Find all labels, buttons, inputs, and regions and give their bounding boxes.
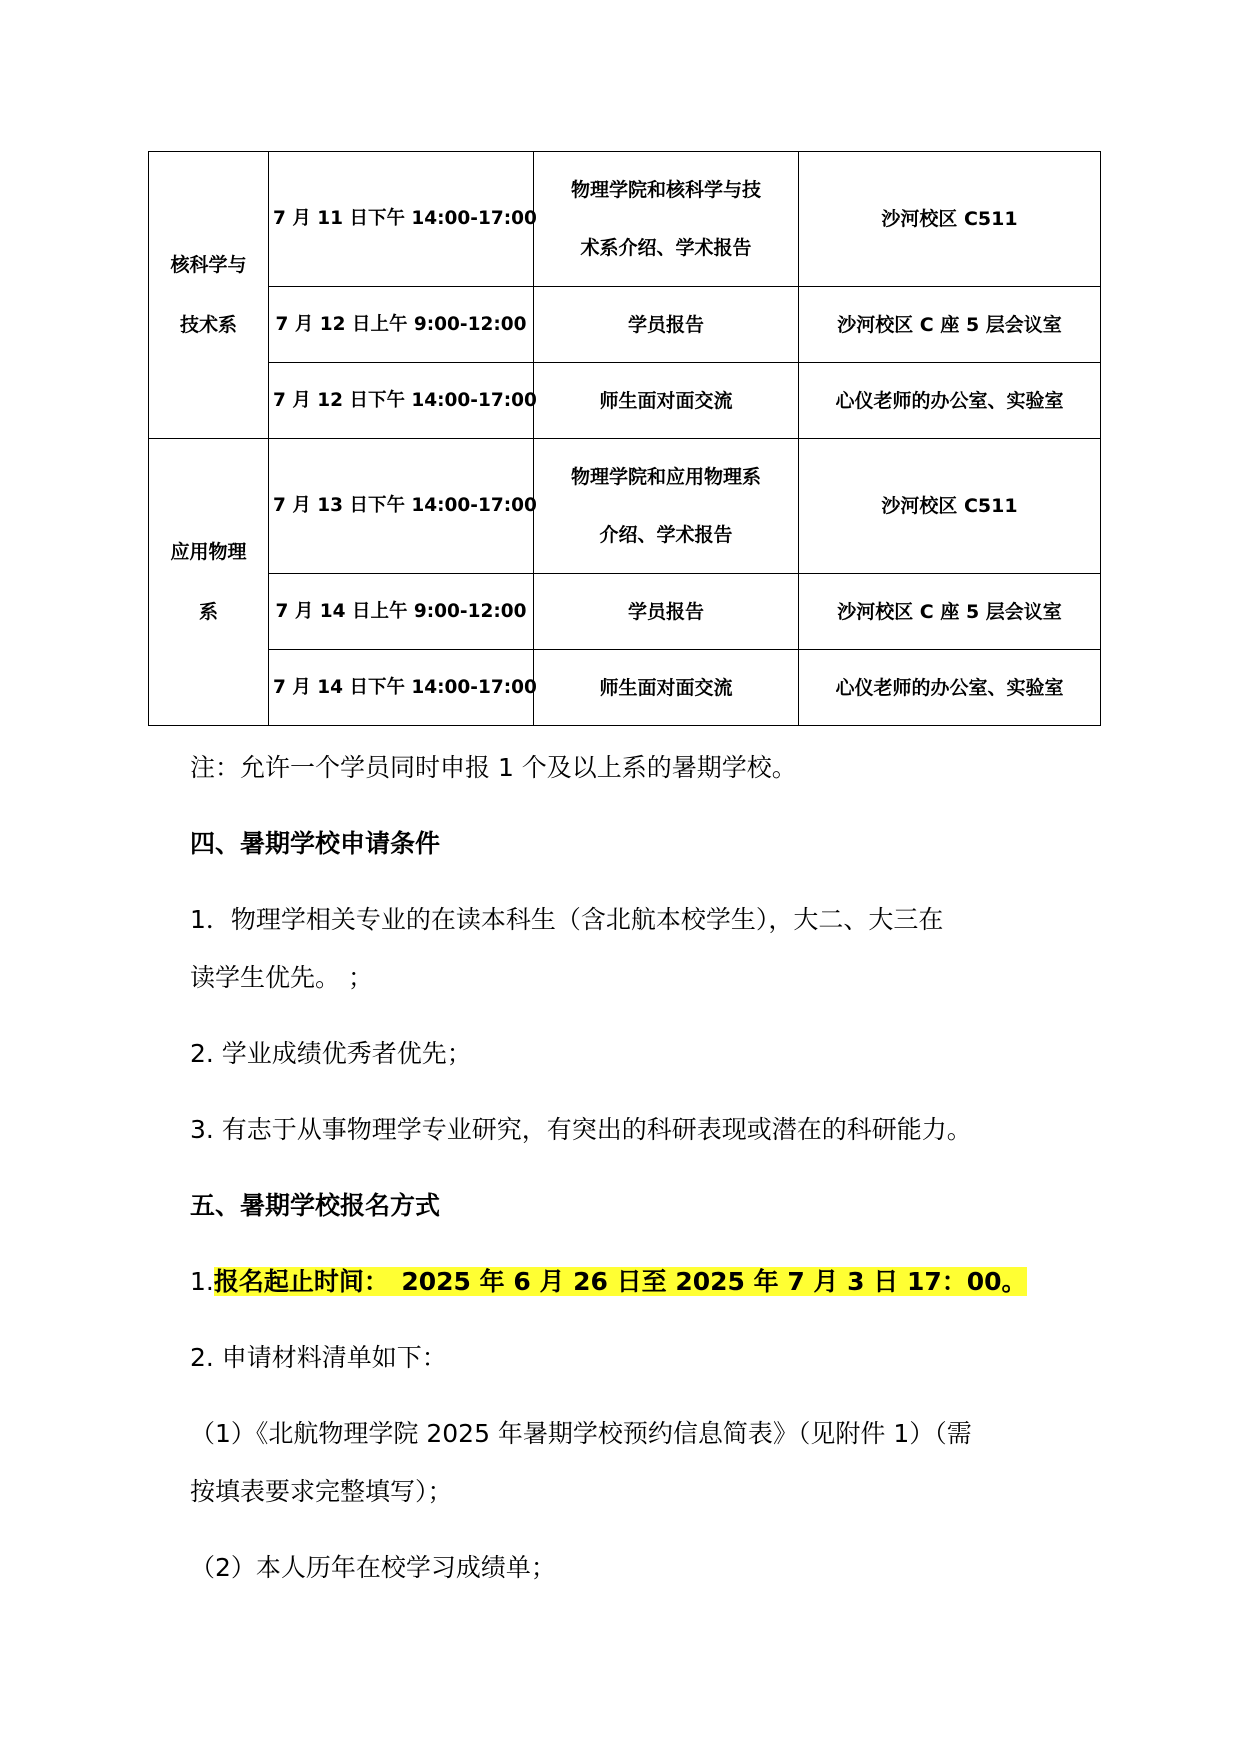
time-cell: 7 月 12 日下午 14:00-17:00	[269, 363, 534, 439]
table-row	[149, 574, 1101, 650]
section5-sub2: （2）本人历年在校学习成绩单；	[190, 1553, 556, 1582]
location-cell: 沙河校区 C511	[799, 439, 1101, 574]
activity-line: 物理学院和应用物理系	[570, 466, 761, 488]
section5-item2: 2. 申请材料清单如下：	[190, 1343, 447, 1372]
section4-item1-line2: 读学生优先。 ；	[190, 963, 373, 992]
time-cell: 7 月 13 日下午 14:00-17:00	[269, 439, 534, 574]
activity-line: 介绍、学术报告	[599, 524, 733, 546]
department-cell	[149, 152, 269, 439]
location-cell: 沙河校区 C 座 5 层会议室	[799, 574, 1101, 650]
table-row	[149, 363, 1101, 439]
table-row	[149, 439, 1101, 574]
table-row	[149, 287, 1101, 363]
location-cell: 心仪老师的办公室、实验室	[799, 363, 1101, 439]
time-cell: 7 月 14 日上午 9:00-12:00	[269, 574, 534, 650]
department-line: 核科学与	[170, 254, 247, 276]
department-line: 系	[198, 601, 218, 623]
schedule-table	[148, 151, 1101, 726]
time-cell: 7 月 14 日下午 14:00-17:00	[269, 650, 534, 726]
note-paragraph: 注：允许一个学员同时申报 1 个及以上系的暑期学校。	[190, 753, 797, 782]
section4-item1-line1: 1．物理学相关专业的在读本科生（含北航本校学生），大二、大三在	[190, 905, 944, 934]
location-cell: 沙河校区 C511	[799, 152, 1101, 287]
activity-cell	[534, 152, 799, 287]
section5-heading: 五、暑期学校报名方式	[190, 1191, 441, 1220]
activity-cell: 学员报告	[534, 287, 799, 363]
section5-item1-prefix: 1.	[190, 1267, 214, 1296]
activity-line: 物理学院和核科学与技	[570, 179, 761, 201]
department-line: 应用物理	[170, 541, 247, 563]
table-row	[149, 650, 1101, 726]
activity-cell: 师生面对面交流	[534, 650, 799, 726]
activity-cell: 师生面对面交流	[534, 363, 799, 439]
section4-heading: 四、暑期学校申请条件	[190, 829, 441, 858]
location-cell: 心仪老师的办公室、实验室	[799, 650, 1101, 726]
activity-cell: 学员报告	[534, 574, 799, 650]
activity-line: 术系介绍、学术报告	[580, 237, 752, 259]
section5-sub1-line1: （1）《北航物理学院 2025 年暑期学校预约信息简表》（见附件 1）（需	[190, 1419, 972, 1448]
registration-period-highlight: 报名起止时间： 2025 年 6 月 26 日至 2025 年 7 月 3 日 17：00。	[213, 1267, 1027, 1296]
section4-item2: 2. 学业成绩优秀者优先；	[190, 1039, 472, 1068]
location-cell: 沙河校区 C 座 5 层会议室	[799, 287, 1101, 363]
department-line: 技术系	[179, 314, 237, 336]
activity-cell	[534, 439, 799, 574]
table-row	[149, 152, 1101, 287]
time-cell: 7 月 12 日上午 9:00-12:00	[269, 287, 534, 363]
time-cell: 7 月 11 日下午 14:00-17:00	[269, 152, 534, 287]
section5-item1	[190, 1262, 1027, 1298]
department-cell	[149, 439, 269, 726]
section4-item3: 3. 有志于从事物理学专业研究，有突出的科研表现或潜在的科研能力。	[190, 1115, 972, 1144]
section5-sub1-line2: 按填表要求完整填写）；	[190, 1477, 453, 1506]
